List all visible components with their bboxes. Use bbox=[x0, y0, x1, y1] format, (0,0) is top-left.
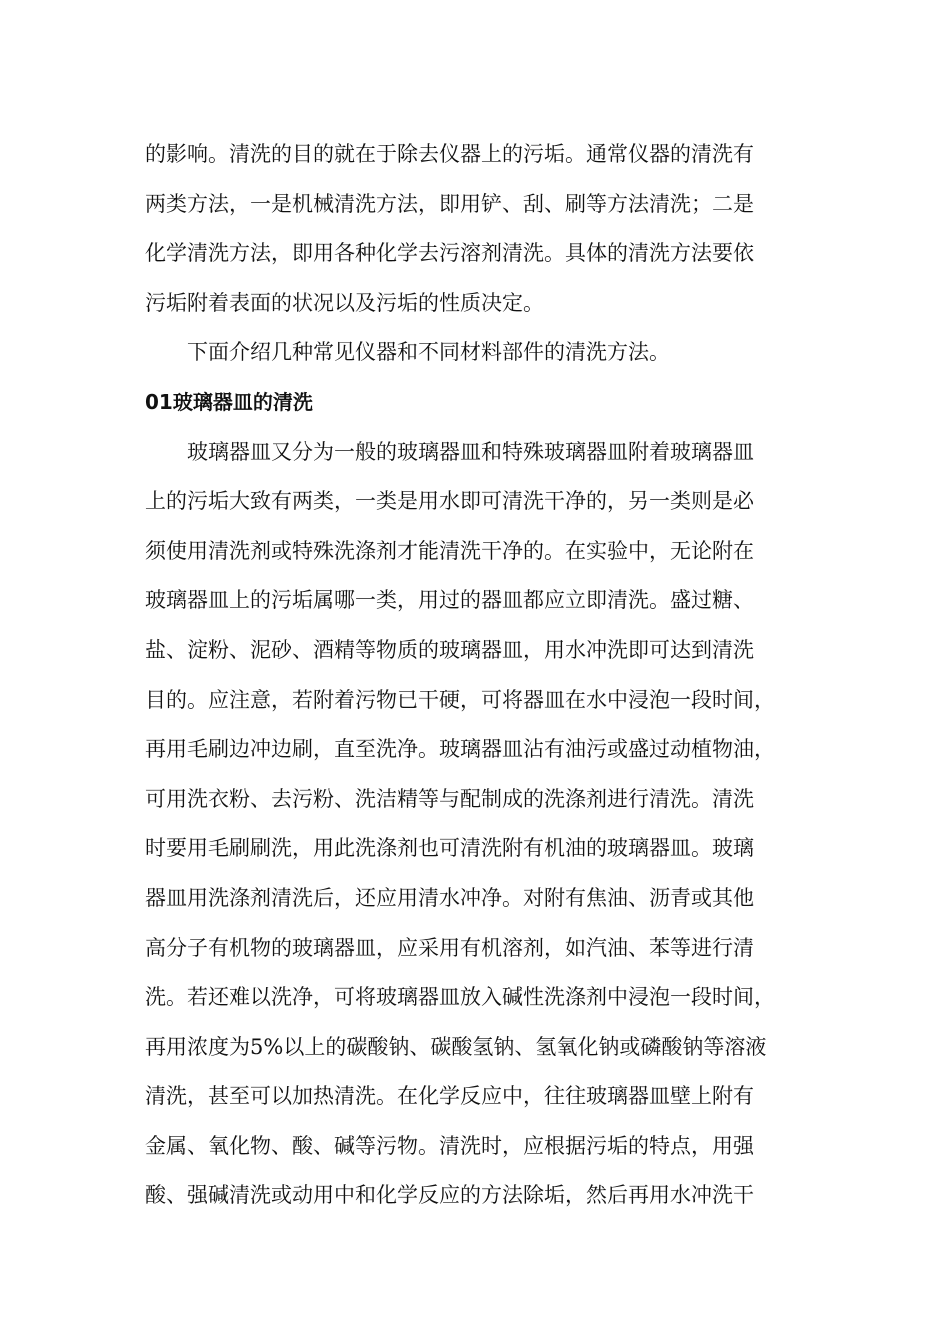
text-line: 下面介绍几种常见仪器和不同材料部件的清洗方法。 bbox=[187, 340, 670, 365]
text-line: 再用毛刷边冲边刷，直至洗净。玻璃器皿沾有油污或盛过动植物油， bbox=[145, 737, 775, 762]
text-line: 洗。若还难以洗净，可将玻璃器皿放入碱性洗涤剂中浸泡一段时间， bbox=[145, 985, 775, 1010]
text-line: 金属、氧化物、酸、碱等污物。清洗时，应根据污垢的特点，用强 bbox=[145, 1133, 754, 1158]
paragraph-overview bbox=[145, 328, 795, 378]
text-line: 目的。应注意，若附着污物已干硬，可将器皿在水中浸泡一段时间， bbox=[145, 687, 775, 712]
text-line: 盐、淀粉、泥砂、酒精等物质的玻璃器皿，用水冲洗即可达到清洗 bbox=[145, 637, 754, 662]
text-line: 须使用清洗剂或特殊洗涤剂才能清洗干净的。在实验中，无论附在 bbox=[145, 538, 754, 563]
text-line: 时要用毛刷刷洗，用此洗涤剂也可清洗附有机油的玻璃器皿。玻璃 bbox=[145, 836, 754, 861]
text-line: 清洗，甚至可以加热清洗。在化学反应中，往往玻璃器皿壁上附有 bbox=[145, 1084, 754, 1109]
text-line: 可用洗衣粉、去污粉、洗洁精等与配制成的洗涤剂进行清洗。清洗 bbox=[145, 786, 754, 811]
text-line: 两类方法，一是机械清洗方法，即用铲、刮、刷等方法清洗；二是 bbox=[145, 191, 754, 216]
text-line: 再用浓度为5%以上的碳酸钠、碳酸氢钠、氢氧化钠或磷酸钠等溶液 bbox=[145, 1034, 767, 1059]
document-body bbox=[145, 130, 795, 1221]
text-line: 的影响。清洗的目的就在于除去仪器上的污垢。通常仪器的清洗有 bbox=[145, 142, 754, 166]
text-line: 高分子有机物的玻璃器皿，应采用有机溶剂，如汽油、苯等进行清 bbox=[145, 935, 754, 960]
text-line: 上的污垢大致有两类，一类是用水即可清洗干净的，另一类则是必 bbox=[145, 489, 754, 514]
text-line: 玻璃器皿上的污垢属哪一类，用过的器皿都应立即清洗。盛过糖、 bbox=[145, 588, 754, 613]
paragraph-intro bbox=[145, 130, 795, 328]
text-line: 污垢附着表面的状况以及污垢的性质决定。 bbox=[145, 290, 544, 315]
text-line: 器皿用洗涤剂清洗后，还应用清水冲净。对附有焦油、沥青或其他 bbox=[145, 885, 754, 910]
paragraph-glassware bbox=[145, 428, 795, 1222]
section-heading: 01玻璃器皿的清洗 bbox=[145, 389, 313, 414]
text-line: 玻璃器皿又分为一般的玻璃器皿和特殊玻璃器皿附着玻璃器皿 bbox=[187, 439, 754, 464]
text-line: 酸、强碱清洗或动用中和化学反应的方法除垢，然后再用水冲洗干 bbox=[145, 1183, 754, 1208]
text-line: 化学清洗方法，即用各种化学去污溶剂清洗。具体的清洗方法要依 bbox=[145, 241, 754, 266]
